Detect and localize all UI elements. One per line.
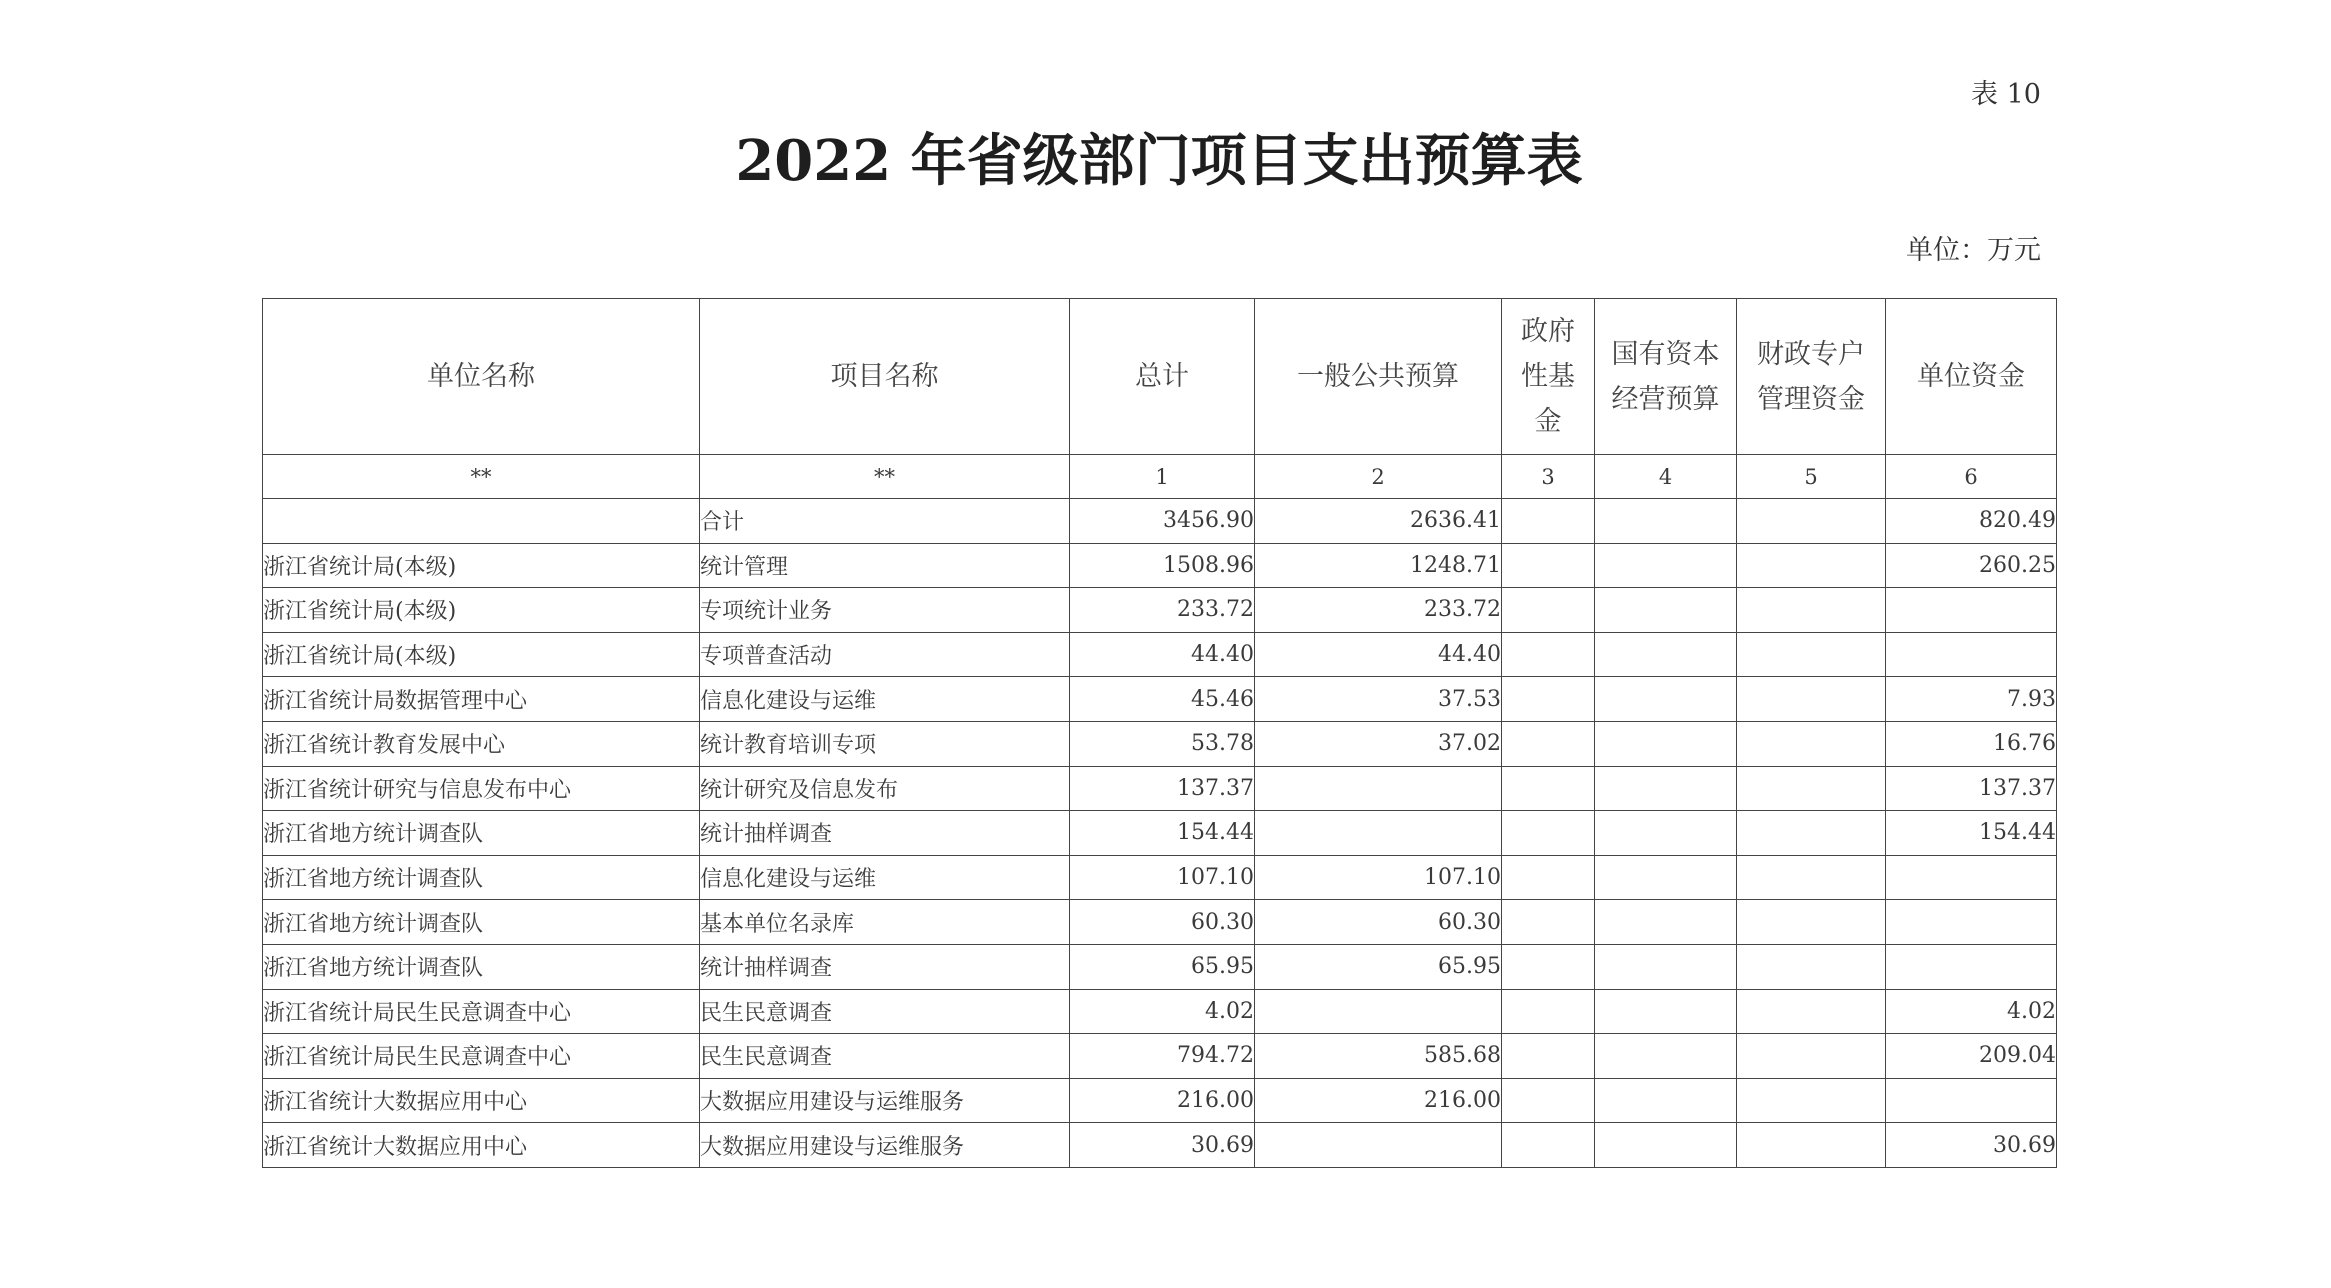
project-name-cell: 大数据应用建设与运维服务 (700, 1078, 1070, 1123)
header-line: 项目名称 (830, 361, 939, 392)
unit-name-cell: 浙江省地方统计调查队 (263, 811, 700, 856)
budget-table (262, 298, 2057, 1168)
table-row (263, 543, 2057, 588)
total-cell: 216.00 (1070, 1078, 1255, 1123)
fiscal-special-account-funds-cell (1737, 766, 1886, 811)
total-cell: 4.02 (1070, 989, 1255, 1034)
government-fund-cell (1502, 632, 1595, 677)
unit-name-cell: 浙江省统计局民生民意调查中心 (263, 989, 700, 1034)
table-row (263, 588, 2057, 633)
general-public-budget-cell: 585.68 (1255, 1034, 1502, 1079)
fiscal-special-account-funds-cell (1737, 499, 1886, 544)
fiscal-special-account-funds-cell (1737, 632, 1886, 677)
state-capital-operating-budget-cell (1595, 721, 1737, 766)
fiscal-special-account-funds-cell (1737, 588, 1886, 633)
government-fund-cell (1502, 1123, 1595, 1168)
general-public-budget-cell: 37.53 (1255, 677, 1502, 722)
document-title: 2022 年省级部门项目支出预算表 (735, 128, 1583, 194)
government-fund-cell (1502, 766, 1595, 811)
unit-funds-cell (1886, 900, 2057, 945)
header-line: 单位资金 (1917, 361, 2025, 392)
project-name-cell: 大数据应用建设与运维服务 (700, 1123, 1070, 1168)
header-fiscal-special-account-funds (1737, 299, 1886, 455)
table-number: 表 10 (1971, 79, 2041, 110)
project-name-cell: 专项普查活动 (700, 632, 1070, 677)
unit-funds-cell: 16.76 (1886, 721, 2057, 766)
state-capital-operating-budget-cell (1595, 989, 1737, 1034)
header-line: 性基 (1521, 361, 1575, 392)
total-cell: 233.72 (1070, 588, 1255, 633)
table-row (263, 499, 2057, 544)
general-public-budget-cell: 216.00 (1255, 1078, 1502, 1123)
total-cell: 1508.96 (1070, 543, 1255, 588)
header-line: 国有资本 (1611, 338, 1720, 370)
header-state-capital-operating-budget (1595, 299, 1737, 455)
government-fund-cell (1502, 900, 1595, 945)
project-name-cell: 合计 (700, 499, 1070, 544)
project-name-cell: 统计抽样调查 (700, 811, 1070, 856)
table-row (263, 989, 2057, 1034)
state-capital-operating-budget-cell (1595, 766, 1737, 811)
fiscal-special-account-funds-cell (1737, 989, 1886, 1034)
unit-funds-cell: 30.69 (1886, 1123, 2057, 1168)
unit-name-cell: 浙江省统计局(本级) (263, 632, 700, 677)
general-public-budget-cell (1255, 989, 1502, 1034)
header-government-fund (1502, 299, 1595, 455)
header-total (1070, 299, 1255, 455)
total-cell: 30.69 (1070, 1123, 1255, 1168)
project-name-cell: 民生民意调查 (700, 1034, 1070, 1079)
table-row (263, 1034, 2057, 1079)
table-row (263, 677, 2057, 722)
table-row (263, 1078, 2057, 1123)
table-row (263, 721, 2057, 766)
government-fund-cell (1502, 543, 1595, 588)
unit-name-cell: 浙江省统计研究与信息发布中心 (263, 766, 700, 811)
table-row (263, 766, 2057, 811)
government-fund-cell (1502, 588, 1595, 633)
unit-funds-cell (1886, 944, 2057, 989)
project-name-cell: 民生民意调查 (700, 989, 1070, 1034)
fiscal-special-account-funds-cell (1737, 900, 1886, 945)
table-row (263, 632, 2057, 677)
fiscal-special-account-funds-cell (1737, 855, 1886, 900)
fiscal-special-account-funds-cell (1737, 677, 1886, 722)
header-unit-name (263, 299, 700, 455)
table-row (263, 944, 2057, 989)
state-capital-operating-budget-cell (1595, 900, 1737, 945)
unit-name-cell: 浙江省统计局民生民意调查中心 (263, 1034, 700, 1079)
header-line: 总计 (1135, 361, 1189, 392)
header-line: 金 (1534, 406, 1562, 437)
unit-name-cell: 浙江省统计局(本级) (263, 543, 700, 588)
fiscal-special-account-funds-cell (1737, 811, 1886, 856)
index-state-capital-operating-budget: 4 (1595, 455, 1737, 499)
state-capital-operating-budget-cell (1595, 677, 1737, 722)
header-line: 一般公共预算 (1297, 361, 1459, 392)
total-cell: 137.37 (1070, 766, 1255, 811)
fiscal-special-account-funds-cell (1737, 1034, 1886, 1079)
index-unit-name: ** (263, 455, 700, 499)
total-cell: 154.44 (1070, 811, 1255, 856)
index-total: 1 (1070, 455, 1255, 499)
unit-name-cell (263, 499, 700, 544)
state-capital-operating-budget-cell (1595, 855, 1737, 900)
fiscal-special-account-funds-cell (1737, 944, 1886, 989)
project-name-cell: 统计研究及信息发布 (700, 766, 1070, 811)
table-row (263, 855, 2057, 900)
government-fund-cell (1502, 499, 1595, 544)
unit-name-cell: 浙江省地方统计调查队 (263, 855, 700, 900)
government-fund-cell (1502, 1078, 1595, 1123)
unit-funds-cell (1886, 588, 2057, 633)
project-name-cell: 信息化建设与运维 (700, 855, 1070, 900)
total-cell: 45.46 (1070, 677, 1255, 722)
unit-name-cell: 浙江省统计教育发展中心 (263, 721, 700, 766)
unit-label: 单位：万元 (1906, 235, 2041, 266)
project-name-cell: 基本单位名录库 (700, 900, 1070, 945)
general-public-budget-cell: 44.40 (1255, 632, 1502, 677)
general-public-budget-cell (1255, 1123, 1502, 1168)
general-public-budget-cell: 60.30 (1255, 900, 1502, 945)
state-capital-operating-budget-cell (1595, 543, 1737, 588)
government-fund-cell (1502, 944, 1595, 989)
unit-funds-cell: 7.93 (1886, 677, 2057, 722)
general-public-budget-cell: 37.02 (1255, 721, 1502, 766)
unit-name-cell: 浙江省地方统计调查队 (263, 900, 700, 945)
total-cell: 60.30 (1070, 900, 1255, 945)
table-row (263, 811, 2057, 856)
general-public-budget-cell: 233.72 (1255, 588, 1502, 633)
state-capital-operating-budget-cell (1595, 588, 1737, 633)
index-unit-funds: 6 (1886, 455, 2057, 499)
unit-name-cell: 浙江省统计局(本级) (263, 588, 700, 633)
unit-name-cell: 浙江省统计大数据应用中心 (263, 1123, 700, 1168)
header-line: 政府 (1521, 316, 1575, 347)
column-index-row (263, 455, 2057, 499)
state-capital-operating-budget-cell (1595, 811, 1737, 856)
state-capital-operating-budget-cell (1595, 1034, 1737, 1079)
index-fiscal-special-account-funds: 5 (1737, 455, 1886, 499)
total-cell: 107.10 (1070, 855, 1255, 900)
header-unit-funds (1886, 299, 2057, 455)
unit-name-cell: 浙江省地方统计调查队 (263, 944, 700, 989)
general-public-budget-cell: 65.95 (1255, 944, 1502, 989)
project-name-cell: 信息化建设与运维 (700, 677, 1070, 722)
header-project-name (700, 299, 1070, 455)
government-fund-cell (1502, 677, 1595, 722)
general-public-budget-cell (1255, 766, 1502, 811)
state-capital-operating-budget-cell (1595, 1078, 1737, 1123)
total-cell: 44.40 (1070, 632, 1255, 677)
unit-funds-cell (1886, 1078, 2057, 1123)
state-capital-operating-budget-cell (1595, 499, 1737, 544)
general-public-budget-cell: 1248.71 (1255, 543, 1502, 588)
general-public-budget-cell: 107.10 (1255, 855, 1502, 900)
state-capital-operating-budget-cell (1595, 944, 1737, 989)
unit-funds-cell: 820.49 (1886, 499, 2057, 544)
government-fund-cell (1502, 1034, 1595, 1079)
header-line: 经营预算 (1611, 383, 1720, 415)
state-capital-operating-budget-cell (1595, 1123, 1737, 1168)
header-line: 单位名称 (427, 361, 535, 392)
index-project-name: ** (700, 455, 1070, 499)
unit-funds-cell: 260.25 (1886, 543, 2057, 588)
fiscal-special-account-funds-cell (1737, 543, 1886, 588)
project-name-cell: 统计抽样调查 (700, 944, 1070, 989)
header-line: 财政专户 (1757, 338, 1865, 370)
unit-funds-cell: 4.02 (1886, 989, 2057, 1034)
index-government-fund: 3 (1502, 455, 1595, 499)
unit-funds-cell: 137.37 (1886, 766, 2057, 811)
government-fund-cell (1502, 721, 1595, 766)
table-row (263, 1123, 2057, 1168)
government-fund-cell (1502, 855, 1595, 900)
general-public-budget-cell: 2636.41 (1255, 499, 1502, 544)
unit-funds-cell (1886, 632, 2057, 677)
total-cell: 53.78 (1070, 721, 1255, 766)
table-row (263, 900, 2057, 945)
government-fund-cell (1502, 811, 1595, 856)
project-name-cell: 统计管理 (700, 543, 1070, 588)
total-cell: 3456.90 (1070, 499, 1255, 544)
unit-funds-cell: 154.44 (1886, 811, 2057, 856)
project-name-cell: 专项统计业务 (700, 588, 1070, 633)
government-fund-cell (1502, 989, 1595, 1034)
fiscal-special-account-funds-cell (1737, 721, 1886, 766)
header-line: 管理资金 (1757, 383, 1865, 415)
project-name-cell: 统计教育培训专项 (700, 721, 1070, 766)
unit-name-cell: 浙江省统计局数据管理中心 (263, 677, 700, 722)
fiscal-special-account-funds-cell (1737, 1123, 1886, 1168)
table-header-row (263, 299, 2057, 455)
state-capital-operating-budget-cell (1595, 632, 1737, 677)
unit-funds-cell (1886, 855, 2057, 900)
header-general-public-budget (1255, 299, 1502, 455)
total-cell: 65.95 (1070, 944, 1255, 989)
unit-funds-cell: 209.04 (1886, 1034, 2057, 1079)
total-cell: 794.72 (1070, 1034, 1255, 1079)
fiscal-special-account-funds-cell (1737, 1078, 1886, 1123)
general-public-budget-cell (1255, 811, 1502, 856)
unit-name-cell: 浙江省统计大数据应用中心 (263, 1078, 700, 1123)
index-general-public-budget: 2 (1255, 455, 1502, 499)
